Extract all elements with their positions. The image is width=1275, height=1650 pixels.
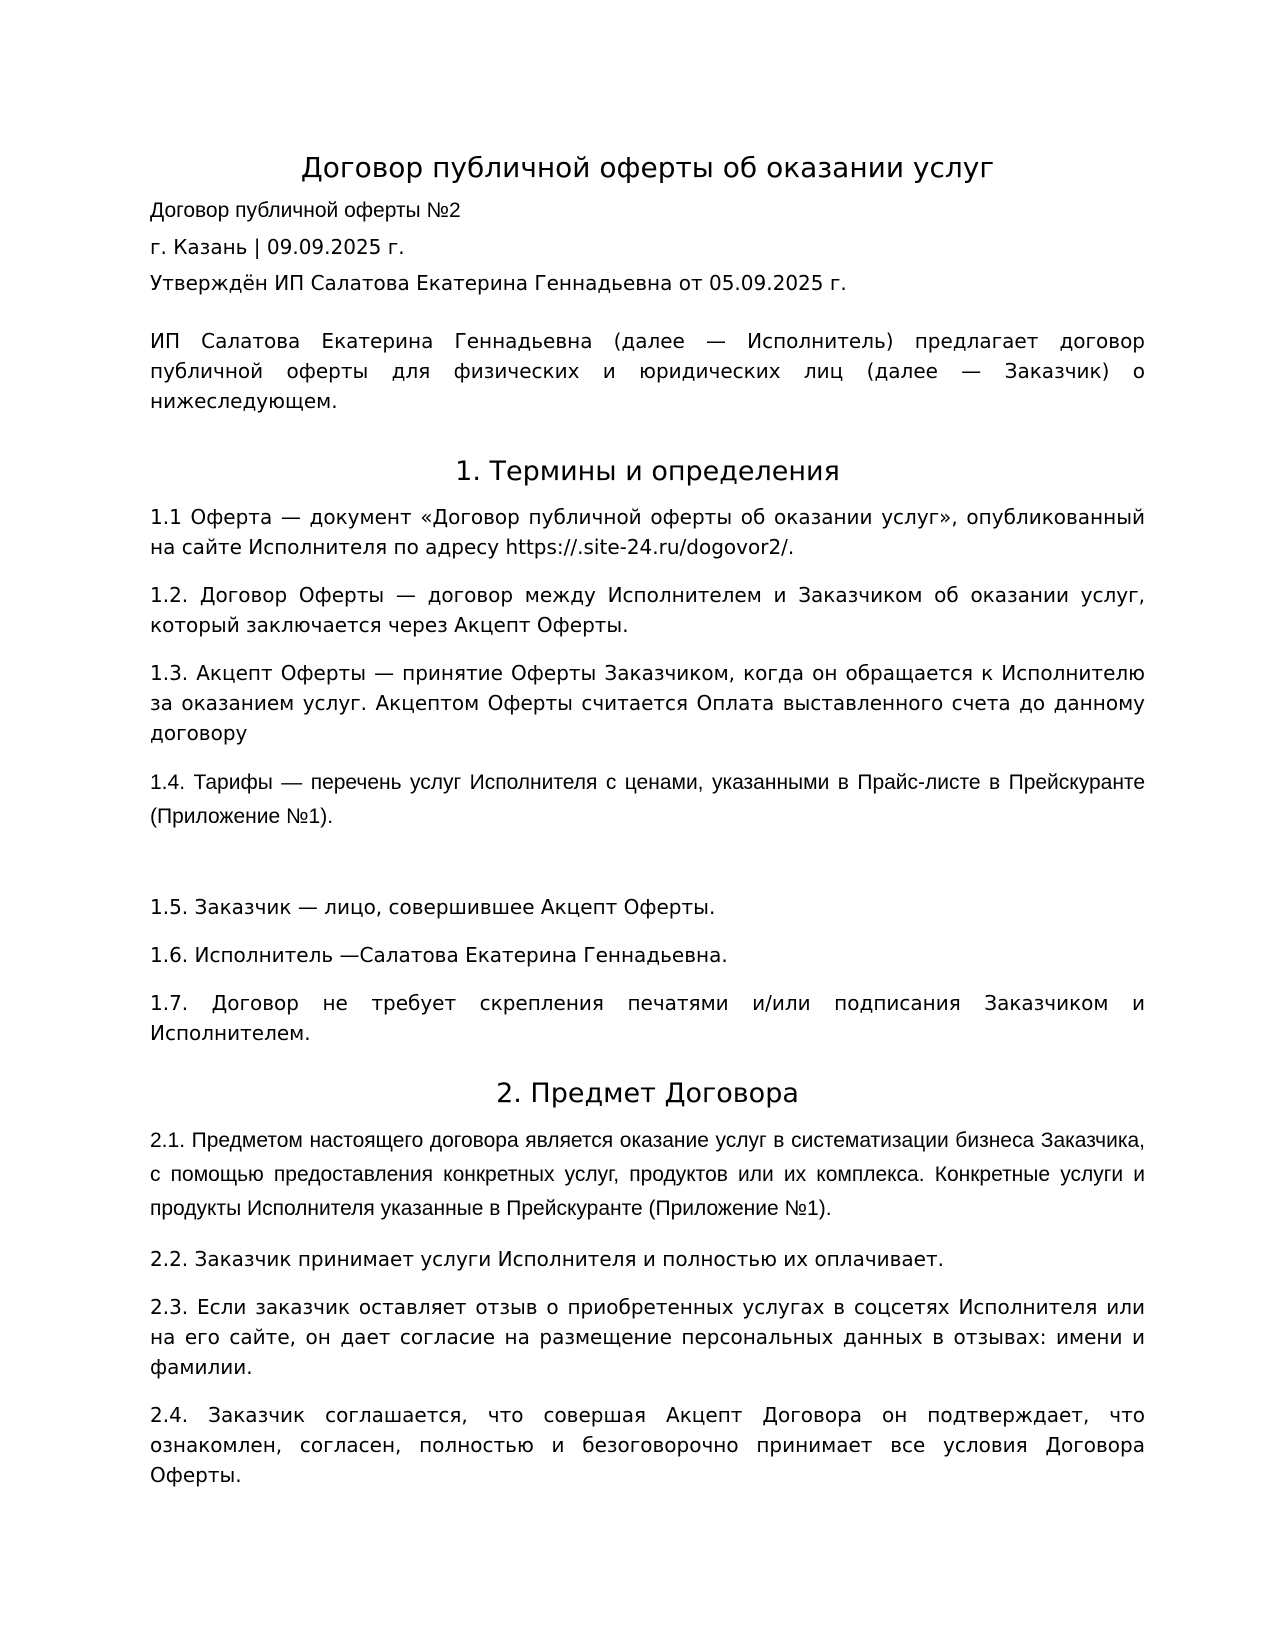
clause-2-2: 2.2. Заказчик принимает услуги Исполнителя и полностью их оплачивает. bbox=[150, 1247, 944, 1271]
document-title: Договор публичной оферты об оказании услуг bbox=[300, 151, 995, 184]
place-and-date: г. Казань | 09.09.2025 г. bbox=[150, 235, 405, 259]
clause-2-4: 2.4. Заказчик соглашается, что совершая Акцепт Договора он подтверждает, что ознакомлен, согласен, полностью и безоговорочно принимает все условия Договора Оферты. bbox=[150, 1403, 1145, 1487]
clause-1-3: 1.3. Акцепт Оферты — принятие Оферты Заказчиком, когда он обращается к Исполнителю за оказанием услуг. Акцептом Оферты считается Оплата выставленного счета до данному договору bbox=[150, 661, 1145, 745]
intro-paragraph: ИП Салатова Екатерина Геннадьевна (далее — Исполнитель) предлагает договор публичной оферты для физических и юридических лиц (далее — Заказчик) о нижеследующем. bbox=[150, 329, 1145, 413]
section-heading-terms: 1. Термины и определения bbox=[455, 456, 840, 487]
contract-number: Договор публичной оферты №2 bbox=[150, 199, 461, 222]
document-body bbox=[150, 150, 1145, 1508]
clause-1-6: 1.6. Исполнитель —Салатова Екатерина Геннадьевна. bbox=[150, 943, 728, 967]
section-heading-subject: 2. Предмет Договора bbox=[496, 1078, 799, 1109]
clause-1-7: 1.7. Договор не требует скрепления печатями и/или подписания Заказчиком и Исполнителем. bbox=[150, 991, 1145, 1045]
clause-1-1: 1.1 Оферта — документ «Договор публичной оферты об оказании услуг», опубликованный на сайте Исполнителя по адресу https://.site-24.ru/dogovor2/. bbox=[150, 505, 1145, 559]
clause-2-3: 2.3. Если заказчик оставляет отзыв о приобретенных услугах в соцсетях Исполнителя или на его сайте, он дает согласие на размещение персональных данных в отзывах: имени и фамилии. bbox=[150, 1295, 1145, 1379]
clause-1-2: 1.2. Договор Оферты — договор между Исполнителем и Заказчиком об оказании услуг, который заключается через Акцепт Оферты. bbox=[150, 583, 1145, 637]
clause-2-1: 2.1. Предметом настоящего договора является оказание услуг в систематизации бизнеса Заказчика, с помощью предоставления конкретных услуг, продуктов или их комплекса. Конкретные услуги и продукты Исполнителя указанные в Прейскуранте (Приложение №1). bbox=[150, 1129, 1145, 1220]
clause-1-4: 1.4. Тарифы — перечень услуг Исполнителя с ценами, указанными в Прайс-листе в Прейскуранте (Приложение №1). bbox=[150, 771, 1145, 828]
approval-line: Утверждён ИП Салатова Екатерина Геннадьевна от 05.09.2025 г. bbox=[150, 271, 847, 295]
clause-1-5: 1.5. Заказчик — лицо, совершившее Акцепт Оферты. bbox=[150, 895, 716, 919]
